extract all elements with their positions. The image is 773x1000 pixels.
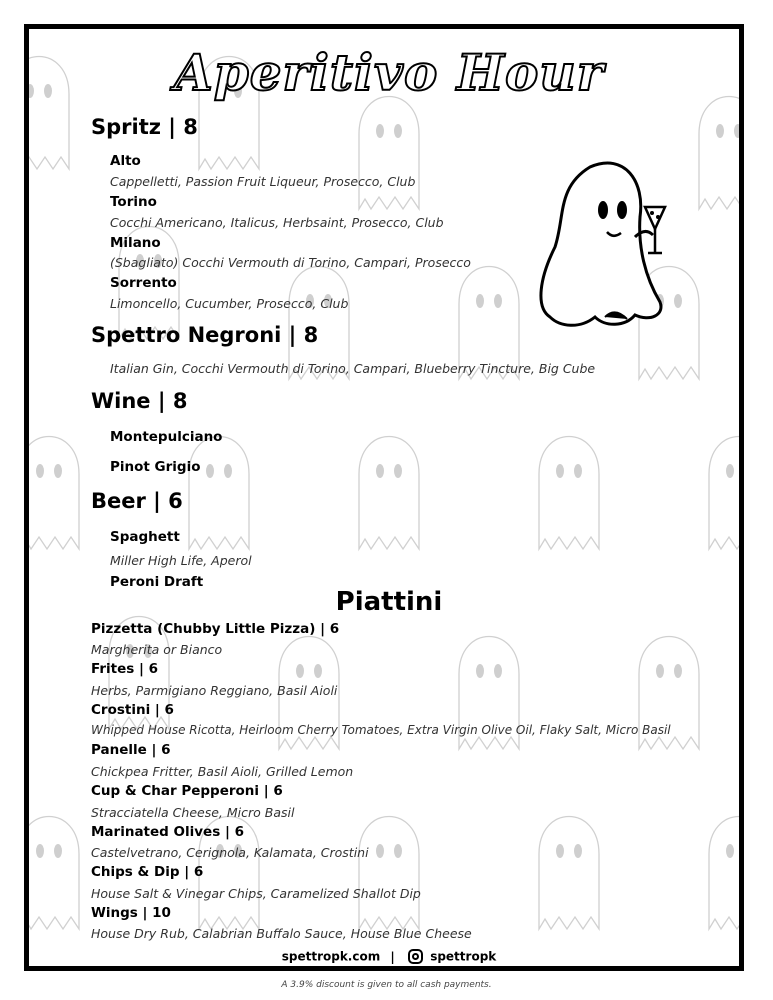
food-item-desc: House Salt & Vinegar Chips, Caramelized Shallot Dip <box>91 886 421 901</box>
food-item-name: Wings | 10 <box>91 905 171 921</box>
beer-heading: Beer | 6 <box>91 489 183 513</box>
cash-discount-note: A 3.9% discount is given to all cash payments. <box>281 980 492 990</box>
food-item-name: Marinated Olives | 6 <box>91 824 244 840</box>
negroni-heading: Spettro Negroni | 8 <box>91 323 319 347</box>
food-item-name: Cup & Char Pepperoni | 6 <box>91 783 283 799</box>
food-item-name: Frites | 6 <box>91 661 159 677</box>
piattini-heading: Piattini <box>335 587 443 617</box>
food-item-desc: Herbs, Parmigiano Reggiano, Basil Aioli <box>91 683 338 698</box>
spritz-item-desc: Cappelletti, Passion Fruit Liqueur, Prosecco, Club <box>110 174 416 189</box>
spritz-item-name: Alto <box>110 153 141 169</box>
food-item-desc: Stracciatella Cheese, Micro Basil <box>91 805 295 820</box>
beer-item-name: Spaghett <box>110 529 180 545</box>
instagram-handle[interactable]: spettropk <box>430 949 497 964</box>
food-item-name: Chips & Dip | 6 <box>91 864 204 880</box>
food-item-desc: Margherita or Bianco <box>91 642 223 657</box>
food-item-name: Pizzetta (Chubby Little Pizza) | 6 <box>91 621 340 637</box>
ghost-with-cocktail-icon <box>535 157 675 332</box>
wine-item: Pinot Grigio <box>110 459 201 475</box>
food-item-name: Panelle | 6 <box>91 742 171 758</box>
beer-item-desc: Miller High Life, Aperol <box>110 553 252 568</box>
footer <box>29 949 744 964</box>
spritz-item-name: Torino <box>110 194 157 210</box>
spritz-item-desc: Cocchi Americano, Italicus, Herbsaint, Prosecco, Club <box>110 215 444 230</box>
website-link[interactable]: spettropk.com <box>281 949 381 964</box>
spritz-item-name: Milano <box>110 235 161 251</box>
food-item-desc: House Dry Rub, Calabrian Buffalo Sauce, House Blue Cheese <box>91 926 472 941</box>
food-item-desc: Castelvetrano, Cerignola, Kalamata, Crostini <box>91 845 369 860</box>
wine-item: Montepulciano <box>110 429 223 445</box>
footer-separator: | <box>390 949 395 964</box>
food-item-desc: Chickpea Fritter, Basil Aioli, Grilled Lemon <box>91 764 354 779</box>
instagram-icon[interactable] <box>408 949 423 964</box>
menu-title: Aperitivo Hour <box>173 43 605 102</box>
food-item-desc: Whipped House Ricotta, Heirloom Cherry Tomatoes, Extra Virgin Olive Oil, Flaky Salt, Micro Basil <box>91 723 671 737</box>
spritz-item-name: Sorrento <box>110 275 177 291</box>
menu-frame <box>24 24 744 971</box>
wine-heading: Wine | 8 <box>91 389 188 413</box>
spritz-item-desc: (Sbagliato) Cocchi Vermouth di Torino, Campari, Prosecco <box>110 255 471 270</box>
negroni-desc: Italian Gin, Cocchi Vermouth di Torino, Campari, Blueberry Tincture, Big Cube <box>110 361 596 376</box>
beer-item-name: Peroni Draft <box>110 574 204 590</box>
spritz-item-desc: Limoncello, Cucumber, Prosecco, Club <box>110 296 349 311</box>
food-item-name: Crostini | 6 <box>91 702 174 718</box>
spritz-heading: Spritz | 8 <box>91 115 198 139</box>
